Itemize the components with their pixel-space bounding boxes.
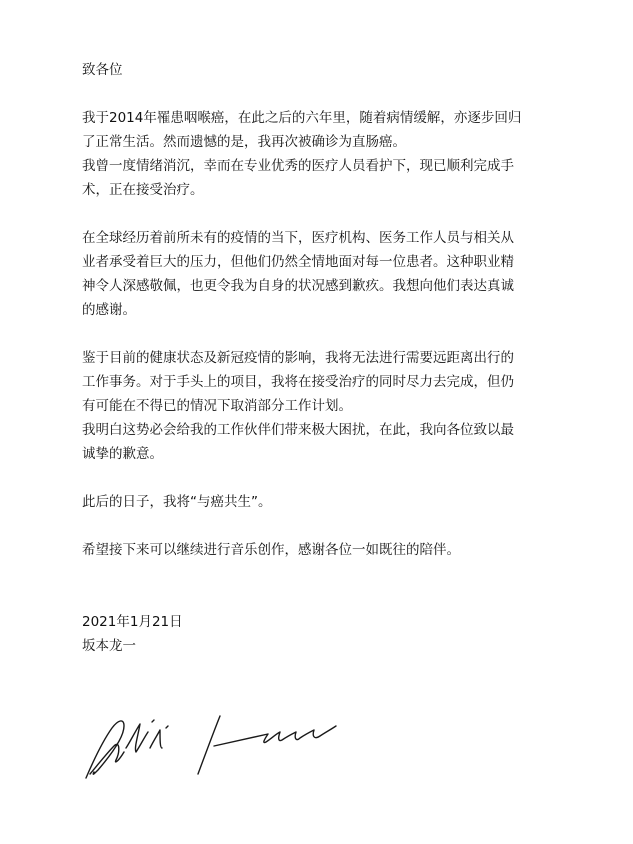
paragraph-gap <box>82 322 572 346</box>
text-line: 术，正在接受治疗。 <box>82 182 204 198</box>
text-line: 我于2014年罹患咽喉癌，在此之后的六年里，随着病情缓解，亦逐步回归 <box>82 110 522 126</box>
paragraph-gap <box>82 562 572 610</box>
salutation-text: 致各位 <box>82 62 123 78</box>
paragraph-gap <box>82 82 572 106</box>
paragraph-2 <box>82 226 572 322</box>
text-line: 希望接下来可以继续进行音乐创作，感谢各位一如既往的陪伴。 <box>82 542 460 558</box>
letter-date: 2021年1月21日 <box>82 614 183 630</box>
signature-stroke <box>152 720 154 722</box>
text-line: 鉴于目前的健康状态及新冠疫情的影响，我将无法进行需要远距离出行的 <box>82 350 514 366</box>
text-line: 工作事务。对于手头上的项目，我将在接受治疗的同时尽力去完成，但仍 <box>82 374 514 390</box>
paragraph-gap <box>82 514 572 538</box>
paragraph-gap <box>82 466 572 490</box>
letter-author: 坂本龙一 <box>82 638 136 654</box>
closing <box>82 610 572 658</box>
salutation <box>82 58 572 82</box>
text-line: 神令人深感敬佩，也更令我为自身的状况感到歉疚。我想向他们表达真诚 <box>82 278 514 294</box>
paragraph-gap <box>82 202 572 226</box>
text-line: 的感谢。 <box>82 302 136 318</box>
text-line: 业者承受着巨大的压力，但他们仍然全情地面对每一位患者。这种职业精 <box>82 254 514 270</box>
signature-stroke <box>150 730 162 748</box>
text-line: 在全球经历着前所未有的疫情的当下，医疗机构、医务工作人员与相关从 <box>82 230 514 246</box>
text-line: 我明白这势必会给我的工作伙伴们带来极大困扰，在此，我向各位致以最 <box>82 422 514 438</box>
letter <box>82 58 572 658</box>
signature-stroke <box>126 724 148 752</box>
paragraph-3 <box>82 346 572 466</box>
paragraph-1 <box>82 106 572 202</box>
text-line: 此后的日子，我将“与癌共生”。 <box>82 494 272 510</box>
text-line: 我曾一度情绪消沉，幸而在专业优秀的医疗人员看护下，现已顺利完成手 <box>82 158 514 174</box>
paragraph-5 <box>82 538 572 562</box>
paragraph-4 <box>82 490 572 514</box>
text-line: 有可能在不得已的情况下取消部分工作计划。 <box>82 398 352 414</box>
text-line: 了正常生活。然而遗憾的是，我再次被确诊为直肠癌。 <box>82 134 406 150</box>
signature-stroke <box>166 726 168 728</box>
text-line: 诚挚的歉意。 <box>82 446 163 462</box>
handwritten-signature <box>80 708 350 786</box>
signature-stroke <box>214 726 336 746</box>
